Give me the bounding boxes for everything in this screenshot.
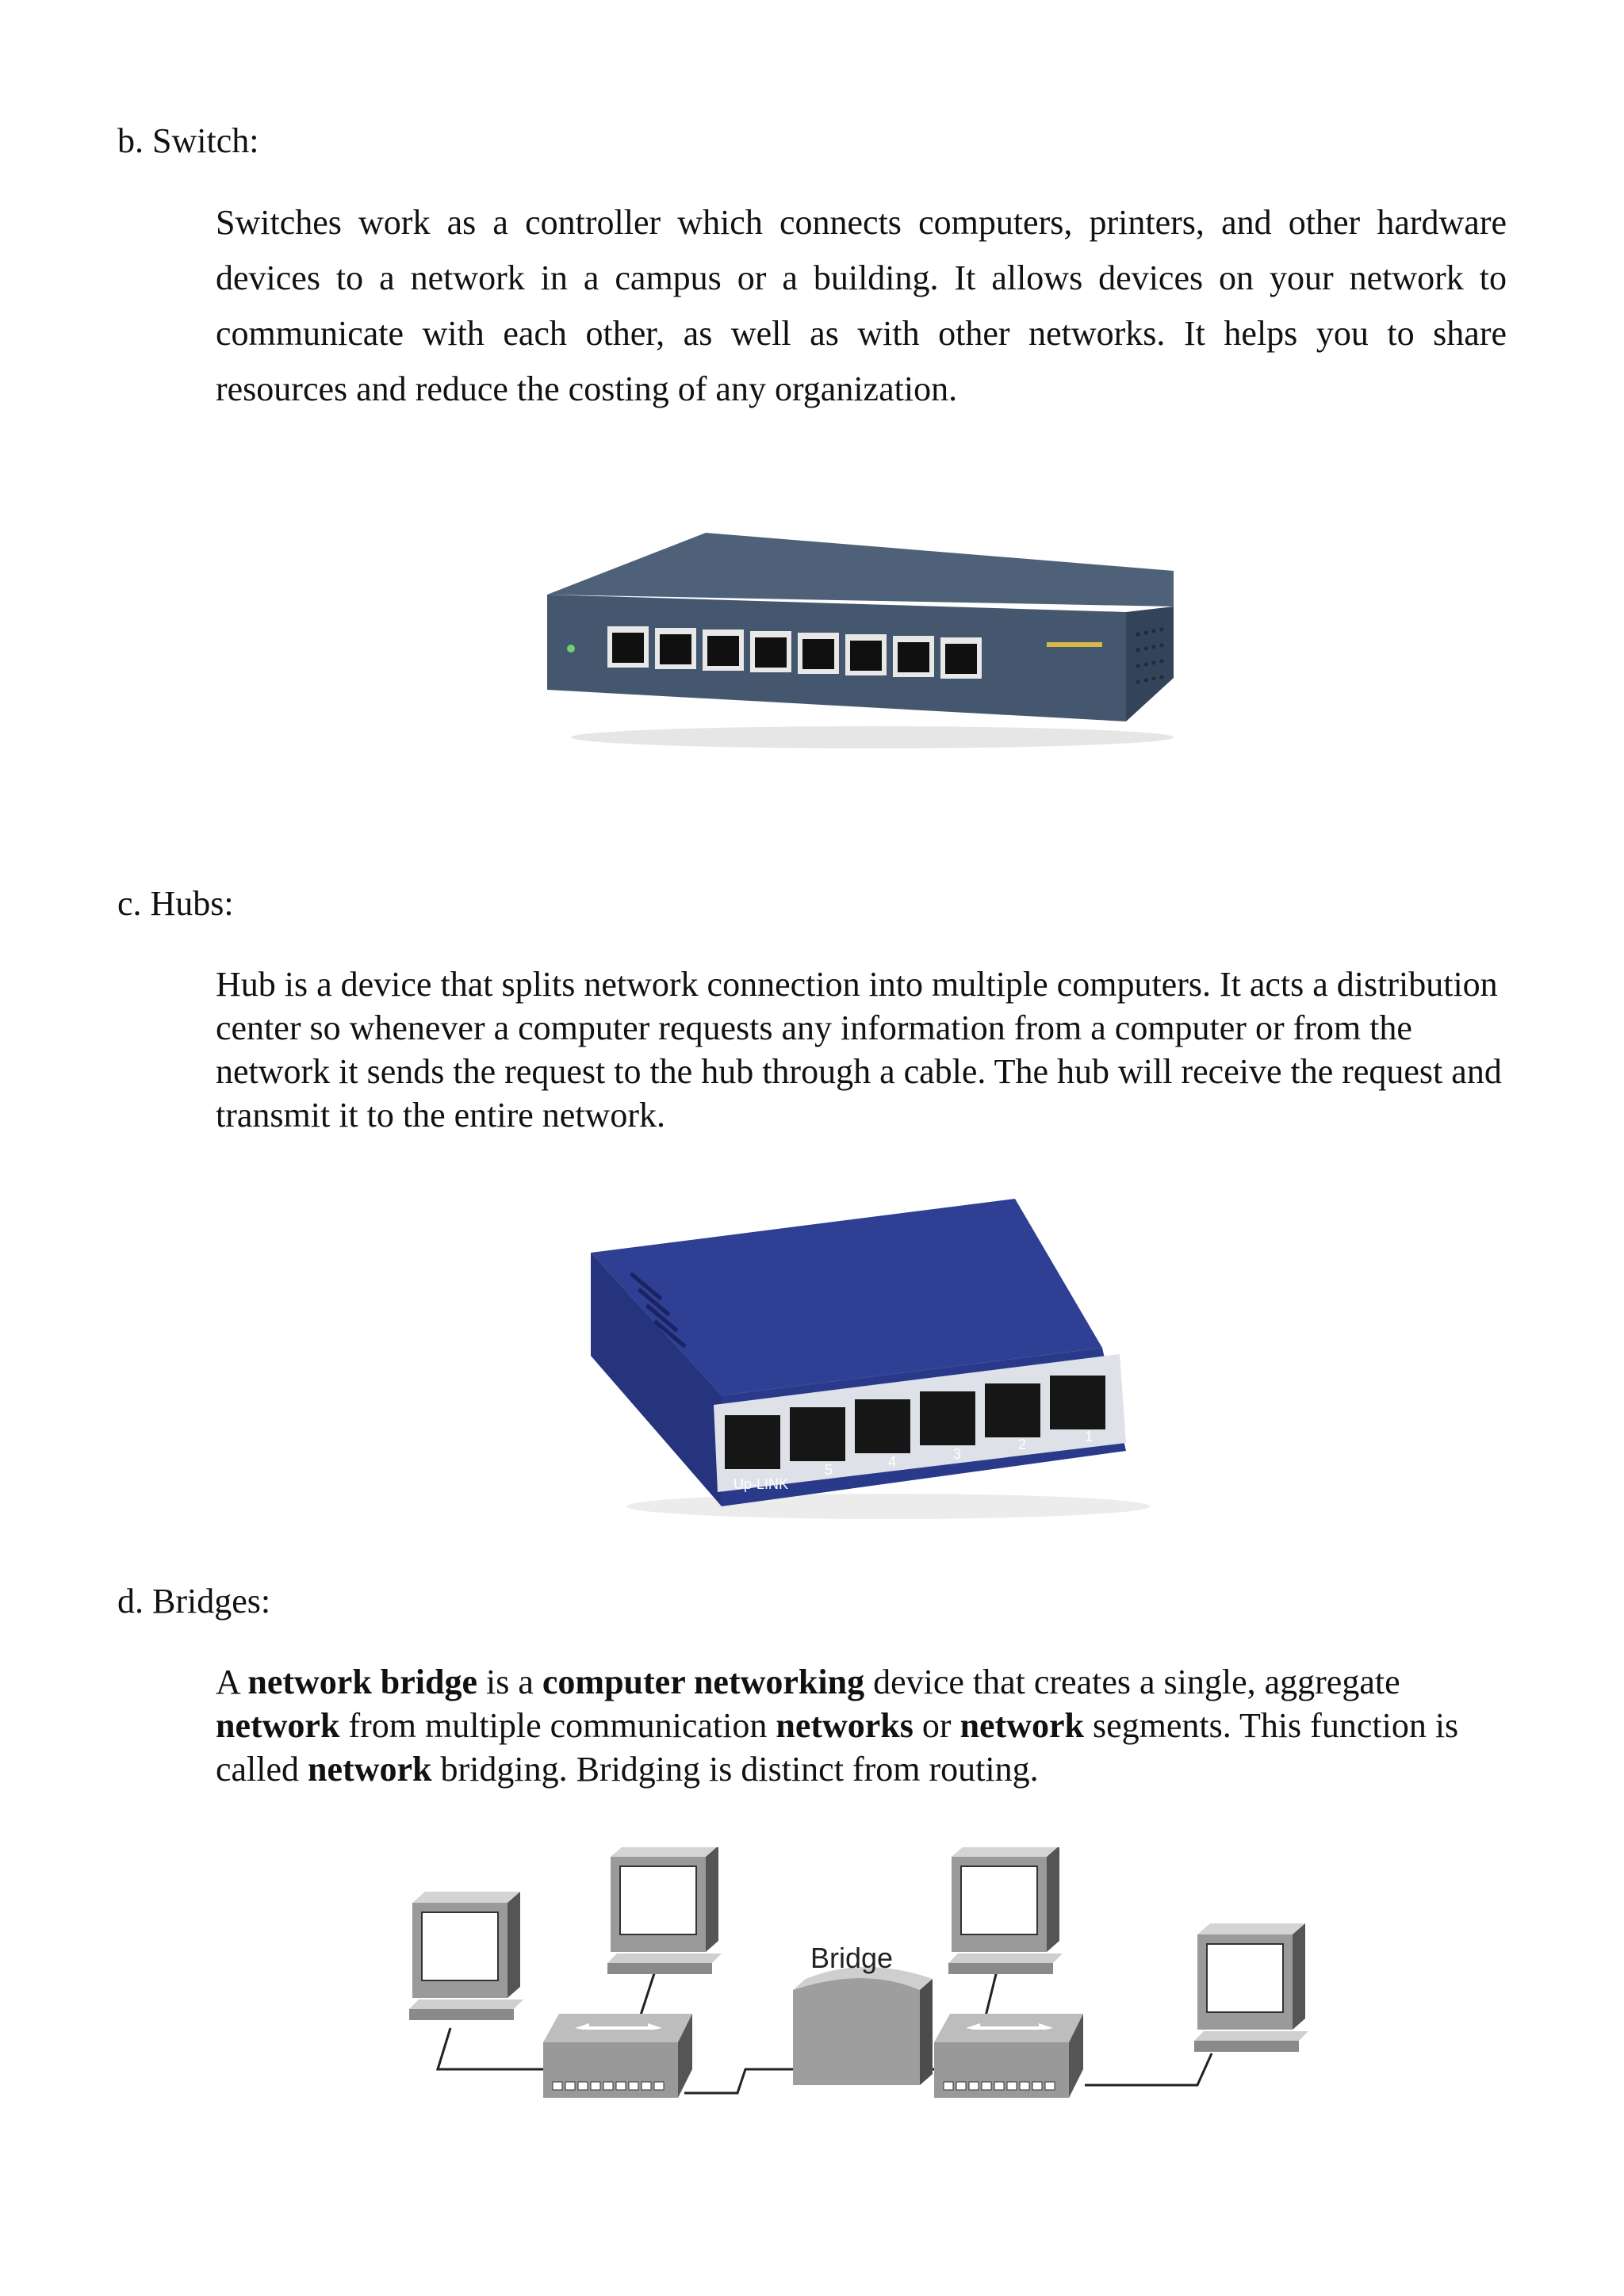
hubs-heading: c. Hubs: (117, 884, 234, 923)
bridge-device-icon (793, 1967, 933, 2085)
bridges-heading: d. Bridges: (117, 1582, 271, 1621)
computer-icon (1194, 1923, 1308, 2052)
hub-device-icon (934, 2014, 1083, 2098)
hub-port-label: 1 (1085, 1429, 1094, 1445)
hub-port-label: 3 (953, 1446, 962, 1462)
hub-port-label: 2 (1018, 1437, 1027, 1452)
bridge-network-diagram (404, 1847, 1316, 2117)
computer-icon (409, 1892, 523, 2020)
network-hub-image (587, 1197, 1158, 1530)
hub-port-label: 5 (825, 1462, 833, 1478)
hub-device-icon (543, 2014, 692, 2098)
bridge-label: Bridge (810, 1942, 894, 1974)
bridges-paragraph: A network bridge is a computer networking device that creates a single, aggregate network from multiple communication networks or network segments. This function is called network bridging. Bridging is distinct from routing. (216, 1663, 1459, 1789)
network-switch-image (539, 523, 1182, 761)
hubs-paragraph: Hub is a device that splits network connection into multiple computers. It acts a distribution center so whenever a computer requests any information from a computer or from the network it sends the request to the hub through a cable. The hub will receive the request and transmit it to the entire network. (216, 965, 1502, 1135)
hub-port-label: Up-LINK (733, 1476, 789, 1492)
switch-heading: b. Switch: (117, 121, 259, 160)
switch-paragraph: Switches work as a controller which connects computers, printers, and other hardware devices to a network in a campus or a building. It allows devices on your network to communicate with each other, as well as with other networks. It helps you to share resources and reduce the costing of any organization. (216, 203, 1507, 408)
computer-icon (948, 1847, 1063, 1974)
hub-port-label: 4 (888, 1454, 897, 1470)
computer-icon (607, 1847, 722, 1974)
